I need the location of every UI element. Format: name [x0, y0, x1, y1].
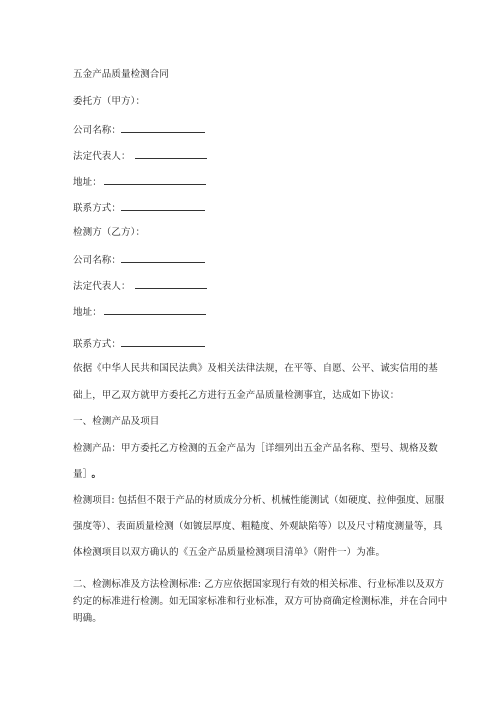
party-b-contact-field[interactable]	[121, 336, 205, 347]
party-a-heading: 委托方（甲方）：	[73, 96, 146, 107]
party-a-address-label: 地址：	[73, 177, 102, 188]
party-a-contact-field[interactable]	[121, 200, 205, 211]
party-b-address-field[interactable]	[104, 304, 206, 315]
party-b-address-label: 地址：	[73, 307, 102, 318]
party-a-address-row	[73, 174, 206, 190]
party-a-rep-label: 法定代表人：	[73, 151, 131, 162]
party-b-rep-field[interactable]	[135, 278, 207, 289]
document-title: 五金产品质量检测合同	[73, 69, 170, 80]
product-line-2-text: 量］	[73, 469, 88, 480]
items-line-3: 体检测项目以双方确认的《五金产品质量检测项目清单》（附件一）为准。	[73, 547, 386, 558]
party-a-company-row	[73, 122, 205, 138]
party-b-contact-label: 联系方式：	[73, 339, 122, 350]
party-a-company-field[interactable]	[121, 122, 205, 133]
party-b-company-row	[73, 252, 205, 268]
section-2-line-1: 二、检测标准及方法检测标准: 乙方应依据国家现行有效的相关标准、行业标准以及双方	[73, 579, 445, 590]
party-a-contact-row	[73, 200, 205, 216]
party-b-company-label: 公司名称：	[73, 255, 122, 266]
party-b-rep-row	[73, 278, 207, 294]
party-b-rep-label: 法定代表人：	[73, 281, 131, 292]
party-b-address-row	[73, 304, 206, 320]
party-b-heading: 检测方（乙方）：	[73, 227, 146, 238]
party-a-rep-field[interactable]	[135, 148, 207, 159]
product-line-2	[73, 468, 101, 482]
party-a-address-field[interactable]	[104, 174, 206, 185]
product-line-2-end: 。	[91, 469, 102, 480]
party-a-company-label: 公司名称：	[73, 125, 122, 136]
intro-line-1: 依据《中华人民共和国民法典》及相关法律法规，在平等、自愿、公平、诚实信用的基	[73, 363, 438, 374]
section-2-line-2: 约定的标准进行检测。如无国家标准和行业标准，双方可协商确定检测标准，并在合同中	[73, 596, 448, 607]
product-line-1: 检测产品：甲方委托乙方检测的五金产品为［详细列出五金产品名称、型号、规格及数	[73, 443, 438, 454]
party-b-contact-row	[73, 336, 205, 352]
intro-line-2: 础上，甲乙双方就甲方委托乙方进行五金产品质量检测事宜，达成如下协议：	[73, 390, 400, 401]
section-1-heading: 一、检测产品及项目	[73, 416, 160, 427]
party-a-contact-label: 联系方式：	[73, 203, 122, 214]
section-2-line-3: 明确。	[73, 613, 102, 624]
items-line-1: 检测项目: 包括但不限于产品的材质成分分析、机械性能测试（如硬度、拉伸强度、屈服	[73, 495, 445, 506]
party-b-company-field[interactable]	[121, 252, 205, 263]
party-a-rep-row	[73, 148, 207, 164]
items-line-2: 强度等）、表面质量检测（如镀层厚度、粗糙度、外观缺陷等）以及尺寸精度测量等，具	[73, 521, 443, 532]
